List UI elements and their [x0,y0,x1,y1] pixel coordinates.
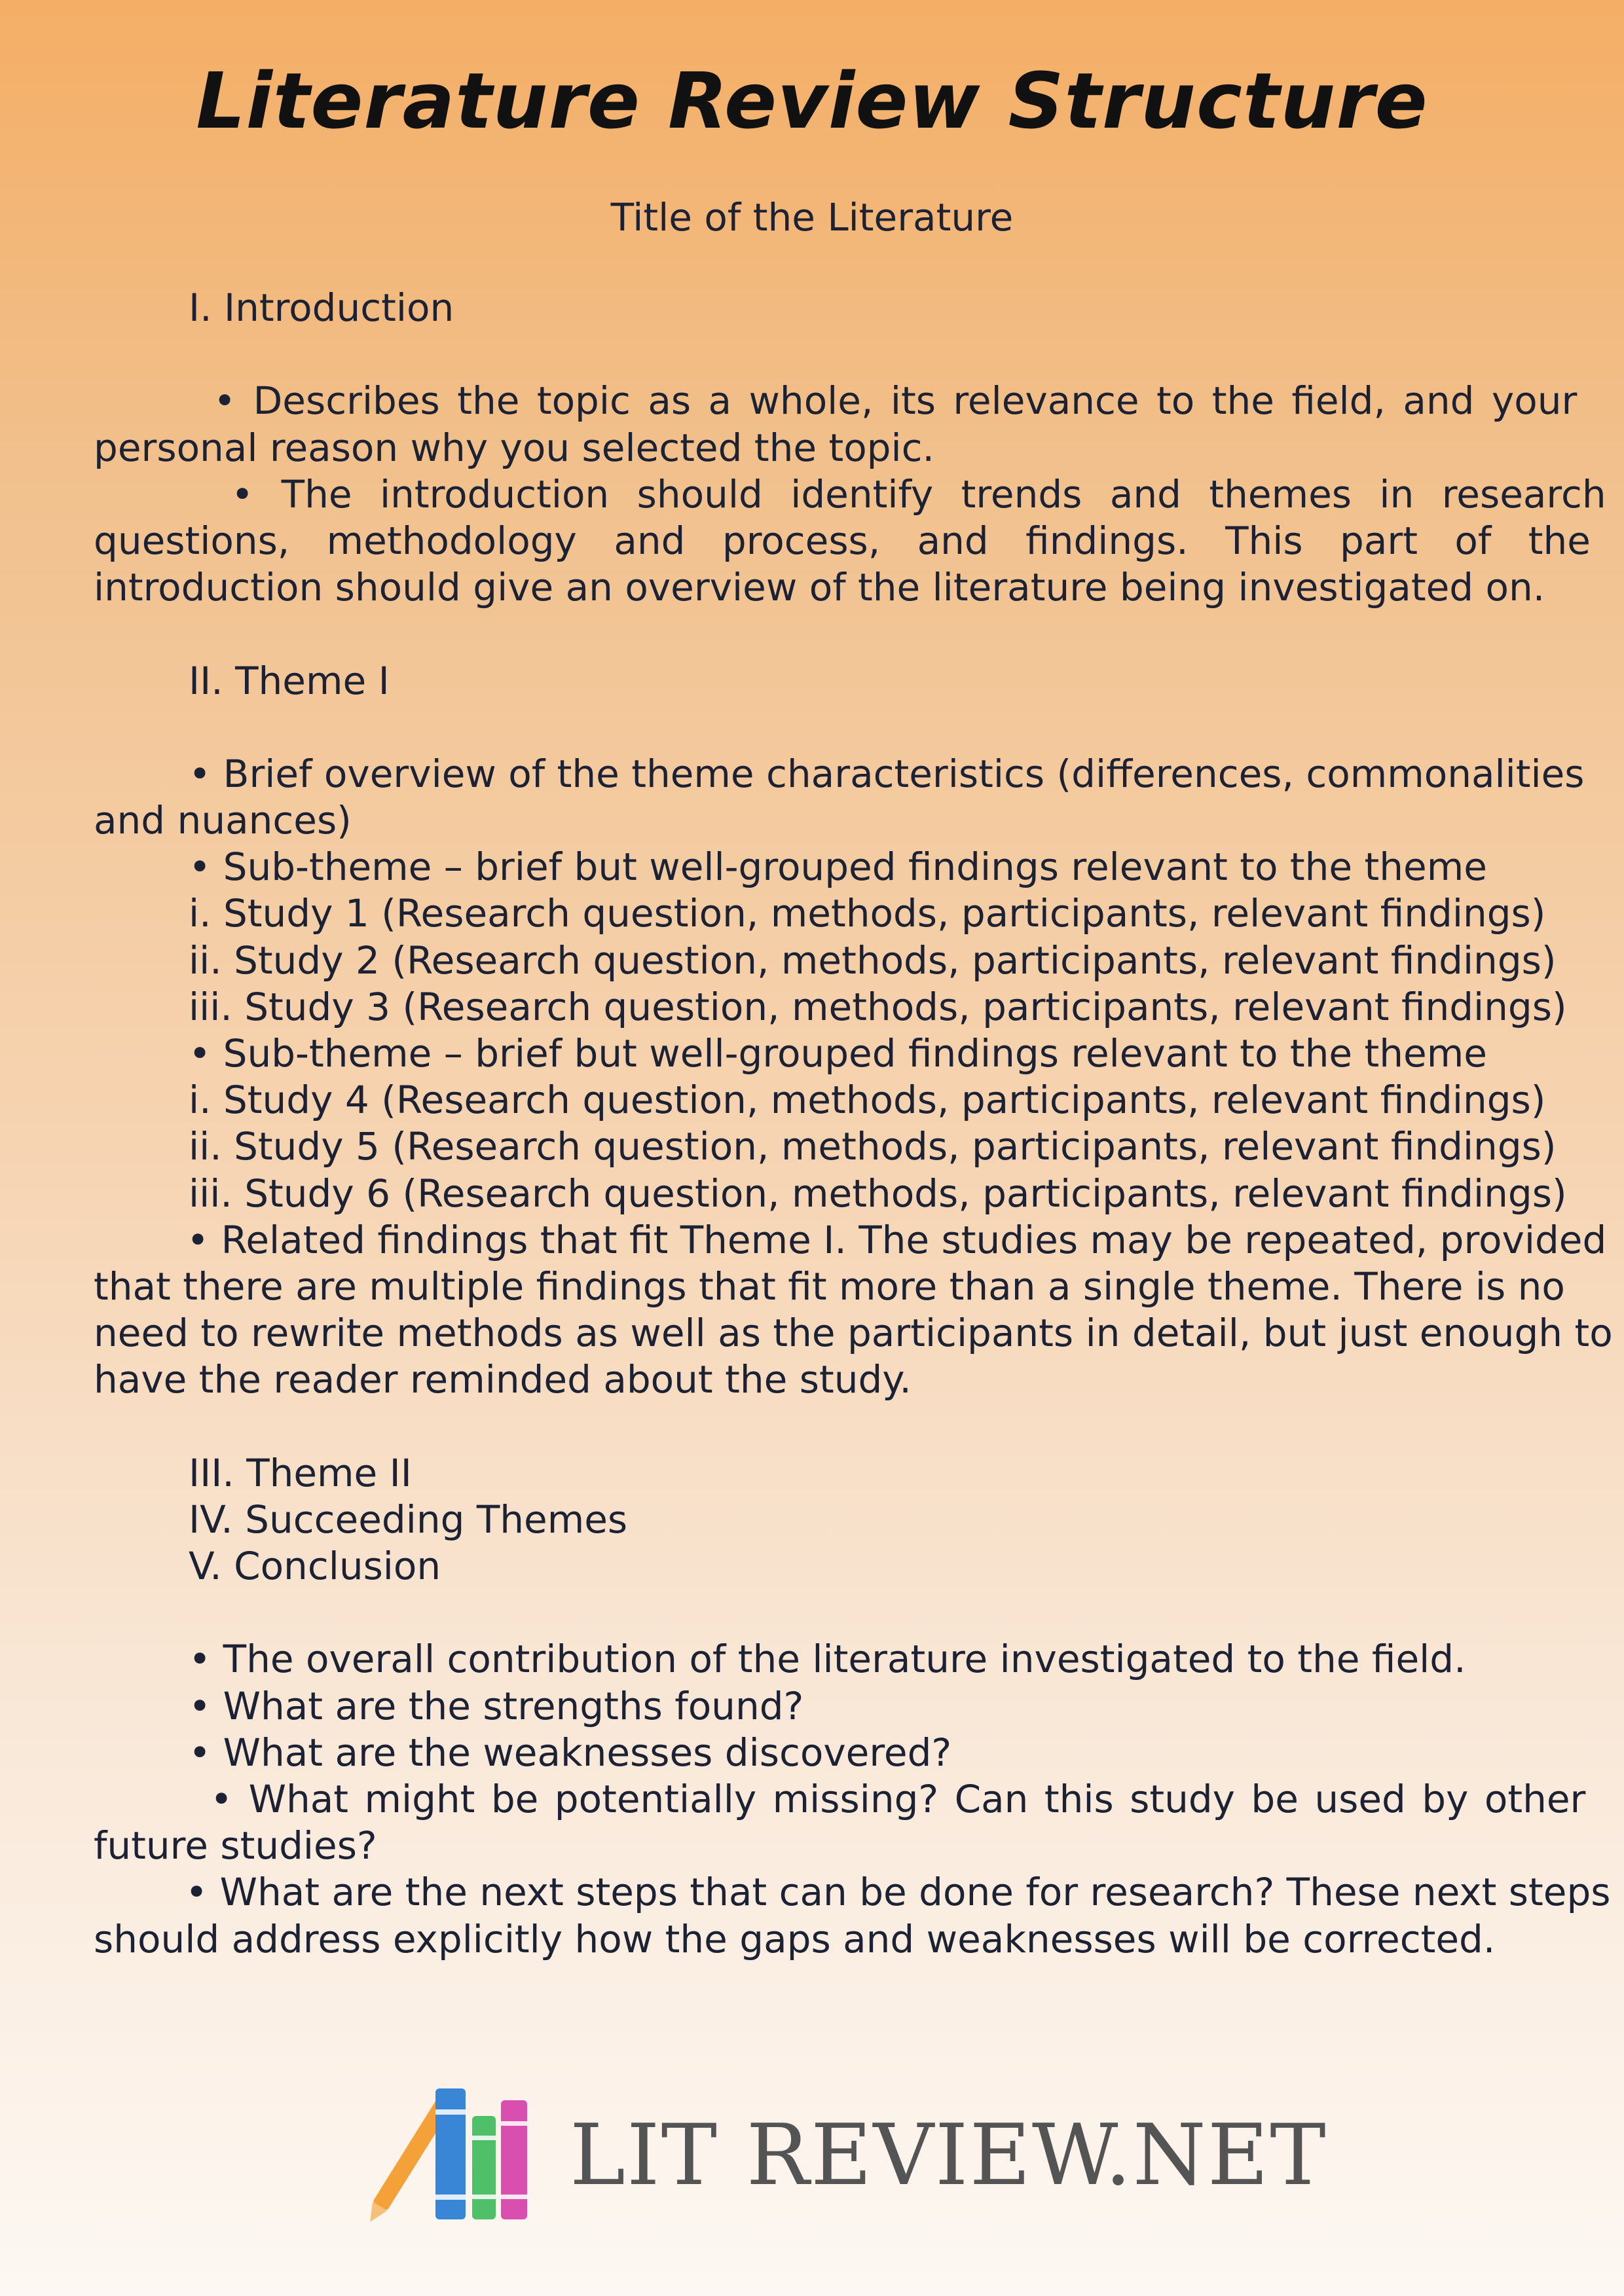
theme2-heading: III. Theme II [189,1450,412,1495]
conclusion-bullet-4-line-2: future studies? [94,1823,377,1868]
conclusion-bullet-5-line-1: • What are the next steps that can be done for research? These next steps [185,1870,1611,1915]
study-6: iii. Study 6 (Research question, methods, participants, relevant findings) [189,1171,1567,1216]
related-findings-line-4: have the reader reminded about the study. [94,1357,912,1402]
conclusion-bullet-4-line-1: • What might be potentially missing? Can this study be used by other [210,1777,1586,1821]
intro-bullet-2-line-2: questions, methodology and process, and findings. This part of the [94,518,1591,563]
conclusion-heading: V. Conclusion [189,1544,441,1589]
literature-title: Title of the Literature [610,195,1014,240]
conclusion-bullet-2: • What are the strengths found? [189,1683,804,1728]
conclusion-bullet-3: • What are the weaknesses discovered? [189,1730,952,1775]
theme1-overview-line-2: and nuances) [94,798,352,843]
page-title: Literature Review Structure [196,56,1428,146]
site-logo [344,2075,1327,2226]
related-findings-line-1: • Related findings that fit Theme I. The studies may be repeated, provided [187,1217,1607,1262]
blue-book-icon [435,2088,466,2219]
intro-heading: I. Introduction [189,285,454,330]
books-pencil-icon [344,2075,560,2226]
conclusion-bullet-5-line-2: should address explicitly how the gaps and weaknesses will be corrected. [94,1916,1496,1961]
theme1-overview-line-1: • Brief overview of the theme characteristics (differences, commonalities [189,751,1585,796]
intro-bullet-2-line-1: • The introduction should identify trends and themes in research [231,471,1606,517]
subtheme-1: • Sub-theme – brief but well-grouped findings relevant to the theme [189,845,1487,890]
green-book-icon [472,2116,496,2219]
study-4: i. Study 4 (Research question, methods, participants, relevant findings) [189,1078,1546,1123]
subtheme-2: • Sub-theme – brief but well-grouped findings relevant to the theme [189,1031,1487,1076]
study-2: ii. Study 2 (Research question, methods, participants, relevant findings) [189,938,1557,983]
related-findings-line-2: that there are multiple findings that fit more than a single theme. There is no [94,1264,1565,1309]
document-body [94,285,1613,1963]
related-findings-line-3: need to rewrite methods as well as the participants in detail, but just enough to [94,1311,1613,1356]
intro-bullet-1-line-2: personal reason why you selected the topic. [94,425,934,470]
pink-book-icon [501,2100,527,2219]
conclusion-bullet-1: • The overall contribution of the literature investigated to the field. [189,1637,1466,1682]
intro-bullet-1-line-1: • Describes the topic as a whole, its relevance to the field, and your [213,378,1578,424]
intro-bullet-2-line-3: introduction should give an overview of the literature being investigated on. [94,565,1545,610]
study-1: i. Study 1 (Research question, methods, participants, relevant findings) [189,891,1546,936]
study-3: iii. Study 3 (Research question, methods, participants, relevant findings) [189,984,1567,1029]
theme1-heading: II. Theme I [189,658,390,703]
logo-wordmark: LIT REVIEW.NET [570,2107,1327,2204]
succeeding-themes-heading: IV. Succeeding Themes [189,1497,628,1542]
study-5: ii. Study 5 (Research question, methods, participants, relevant findings) [189,1124,1557,1169]
